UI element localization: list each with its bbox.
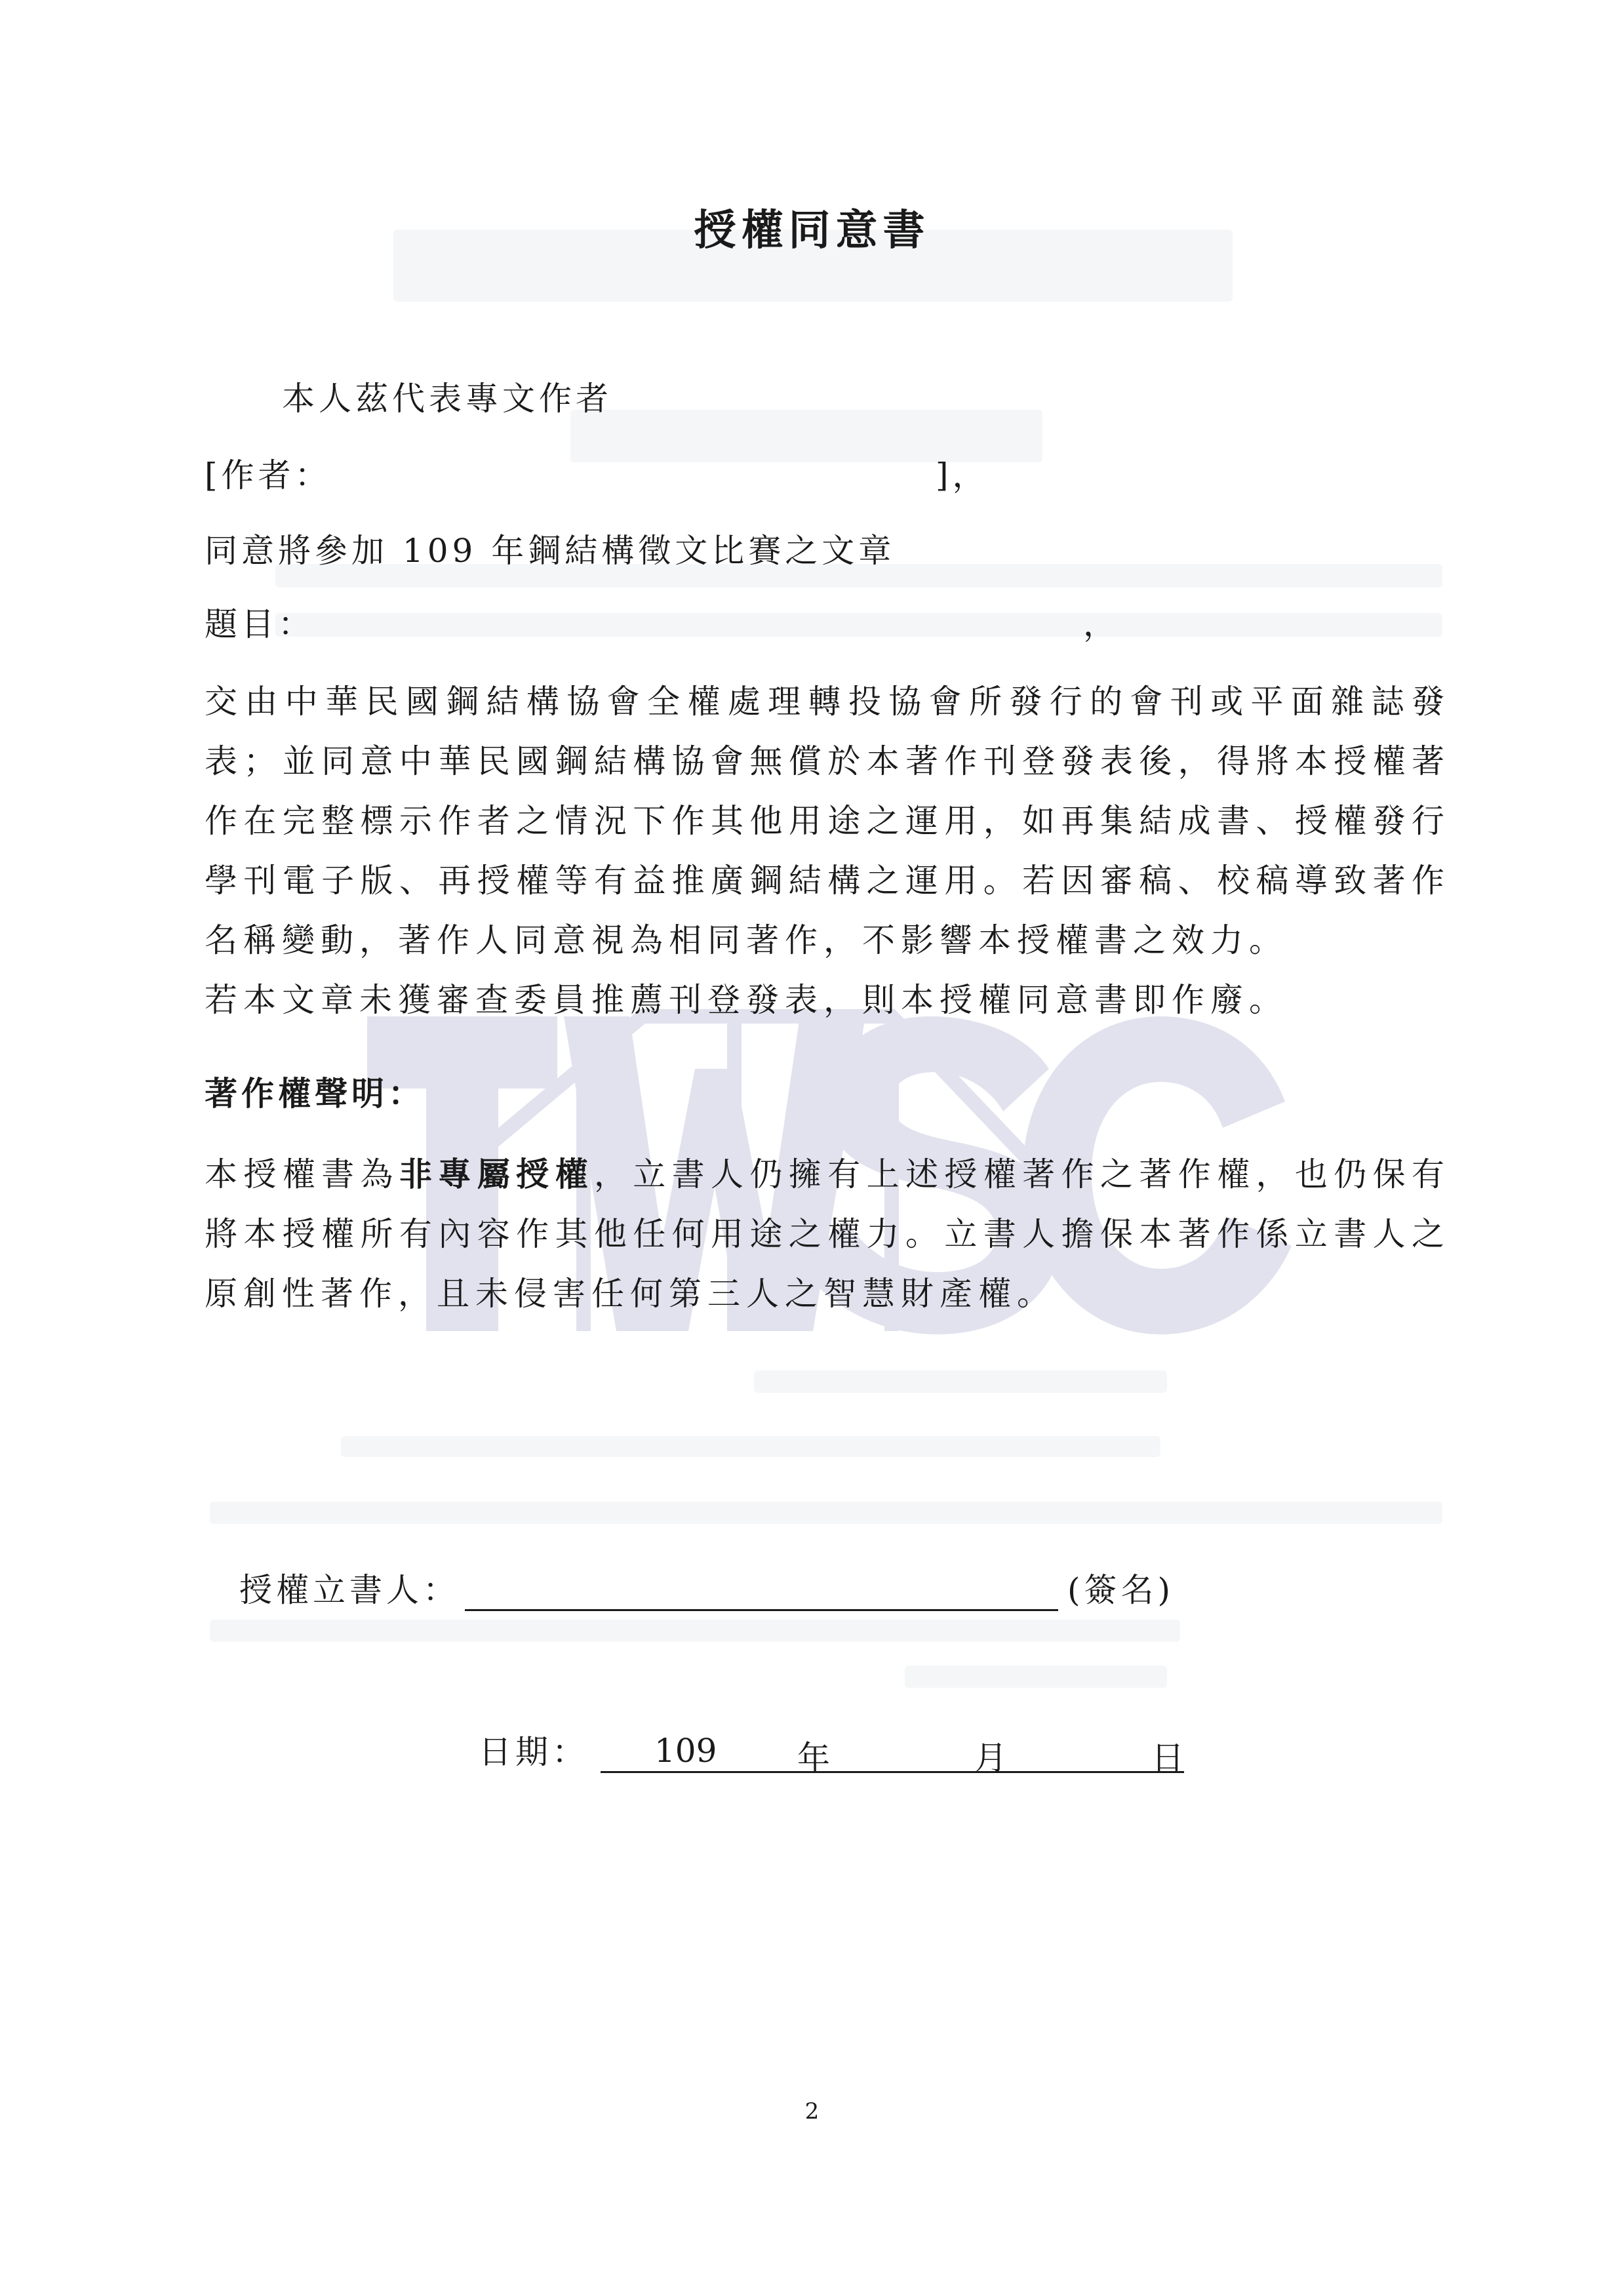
agree-line: 同意將參加 109 年鋼結構徵文比賽之文章 bbox=[205, 532, 896, 570]
signer-suffix: (簽名) bbox=[1067, 1571, 1175, 1609]
subject-comma: ， bbox=[1083, 605, 1120, 643]
date-month-unit: 月 bbox=[974, 1739, 1007, 1777]
date-year-unit: 年 bbox=[797, 1739, 830, 1777]
date-day-unit: 日 bbox=[1151, 1739, 1184, 1777]
date-line bbox=[479, 1726, 1184, 1777]
subject-line bbox=[205, 598, 1120, 645]
bleed-through-row-7 bbox=[905, 1666, 1167, 1688]
page-number: 2 bbox=[804, 2098, 820, 2125]
copyright-text-before: 本授權書為 bbox=[205, 1155, 399, 1193]
intro-line: 本人茲代表專文作者 bbox=[282, 380, 612, 418]
document-title: 授權同意書 bbox=[694, 206, 930, 255]
author-line-open: [作者： bbox=[205, 456, 332, 494]
bleed-through-row-5 bbox=[210, 1502, 1442, 1524]
signer-label: 授權立書人： bbox=[239, 1571, 460, 1609]
date-fill-line[interactable] bbox=[601, 1732, 1184, 1777]
date-label: 日期： bbox=[479, 1733, 589, 1771]
subject-label: 題目： bbox=[205, 605, 315, 643]
non-exclusive-emphasis: 非專屬授權 bbox=[399, 1155, 594, 1193]
copyright-paragraph bbox=[205, 1144, 1450, 1324]
void-clause-paragraph: 若本文章未獲審查委員推薦刊登發表，則本授權同意書即作廢。 bbox=[205, 981, 1288, 1019]
signature-blank[interactable] bbox=[465, 1574, 1058, 1611]
bleed-through-row-4 bbox=[341, 1436, 1160, 1457]
date-year: 109 bbox=[654, 1732, 717, 1770]
copyright-text-after: ，立書人仍擁有上述授權著作之著作權，也仍保有將本授權所有內容作其他任何用途之權力。立書人擔保本著作係立書人之原創性著作，且未侵害任何第三人之智慧財產權。 bbox=[205, 1155, 1451, 1313]
bleed-through-row-2 bbox=[275, 613, 1442, 637]
author-line-close: ]， bbox=[936, 456, 989, 494]
authorization-paragraph: 交由中華民國鋼結構協會全權處理轉投協會所發行的會刊或平面雜誌發表；並同意中華民國鋼結構協會無償於本著作刊登發表後，得將本授權著作在完整標示作者之情況下作其他用途之運用，如再集結成書、授權發行學刊電子版、再授權等有益推廣鋼結構之運用。若因審稿、校稿導致著作名稱變動，著作人同意視為相同著作，不影響本授權書之效力。 bbox=[205, 683, 1450, 959]
bleed-through-row-3 bbox=[754, 1370, 1167, 1393]
signer-line bbox=[239, 1564, 1174, 1611]
copyright-heading: 著作權聲明： bbox=[205, 1074, 425, 1113]
author-line bbox=[205, 449, 989, 496]
bleed-through-row-6 bbox=[210, 1620, 1180, 1642]
